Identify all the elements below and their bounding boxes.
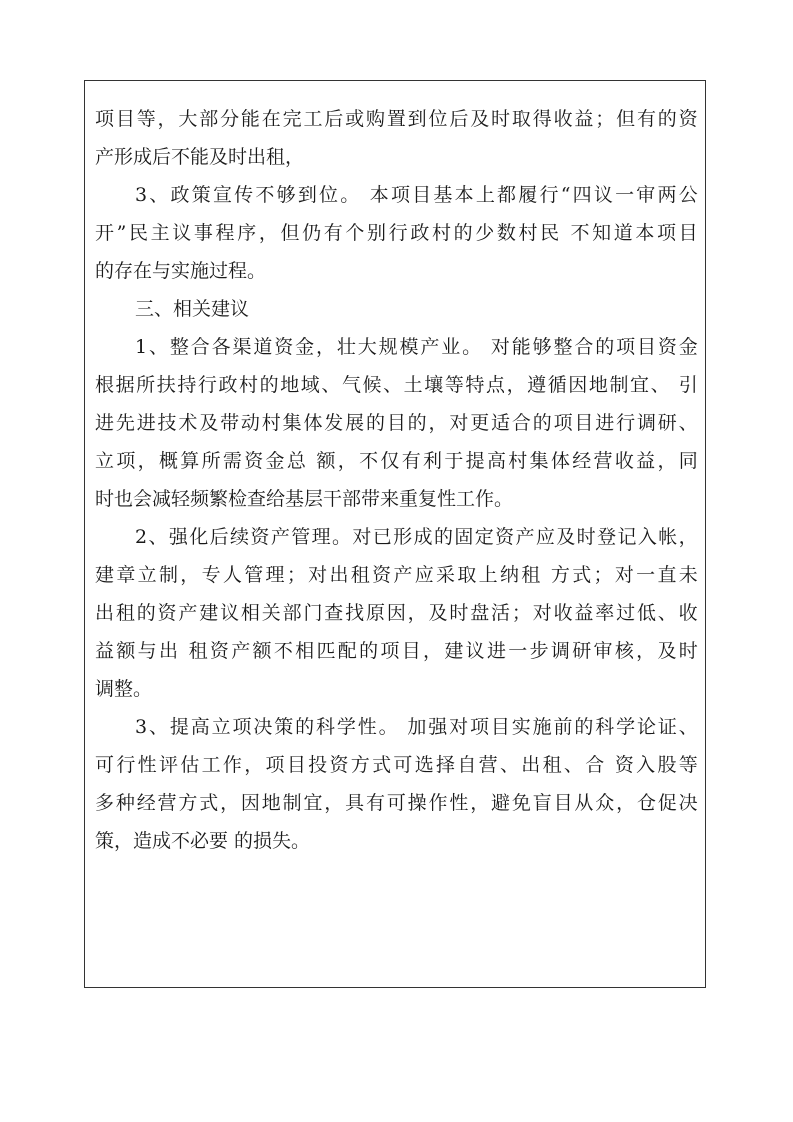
text-line: 项 目 等 ， 大 部 分 能 在 完 工 后 或 购 置 到 位 后 及 时 取 得 收 益 ； 但 有 的 资 xyxy=(95,108,698,130)
text-line: 开 ” 民 主 议 事 程 序 ， 但 仍 有 个 别 行 政 村 的 少 数 村 民 不 知 道 本 项 目 xyxy=(95,222,698,244)
text-line: 的存在与实施过程。 xyxy=(95,260,267,282)
text-line: 2 、 强 化 后 续 资 产 管 理 。 对 已 形 成 的 固 定 资 产 应 及 时 登 记 入 帐 ， xyxy=(135,526,698,548)
text-line: 策，造成不必要 的损失。 xyxy=(95,830,311,852)
text-line: 建 章 立 制 ， 专 人 管 理 ； 对 出 租 资 产 应 采 取 上 纳 租 方 式 ； 对 一 直 未 xyxy=(95,564,698,586)
text-line: 时也会减轻频繁检查给基层干部带来重复性工作。 xyxy=(95,488,514,510)
text-line: 根 据 所 扶 持 行 政 村 的 地 域 、 气 候 、 土 壤 等 特 点 ， 遵 循 因 地 制 宜 、 引 xyxy=(95,374,698,396)
text-line: 多 种 经 营 方 式 ， 因 地 制 宜 ， 具 有 可 操 作 性 ， 避 免 盲 目 从 众 ， 仓 促 决 xyxy=(95,792,698,814)
text-line: 益 额 与 出 租 资 产 额 不 相 匹 配 的 项 目 ， 建 议 进 一 步 调 研 审 核 ， 及 时 xyxy=(95,640,698,662)
text-line: 调整。 xyxy=(95,678,153,700)
document-body xyxy=(95,100,698,860)
text-line: 进 先 进 技 术 及 带 动 村 集 体 发 展 的 目 的 ， 对 更 适 合 的 项 目 进 行 调 研 、 xyxy=(95,412,698,434)
text-line: 3 、 提 高 立 项 决 策 的 科 学 性 。 加 强 对 项 目 实 施 前 的 科 学 论 证 、 xyxy=(135,716,698,738)
text-line: 1 、 整 合 各 渠 道 资 金 ， 壮 大 规 模 产 业 。 对 能 够 整 合 的 项 目 资 金 xyxy=(135,336,698,358)
text-line: 产形成后不能及时出租， xyxy=(95,146,305,168)
text-line: 三、相关建议 xyxy=(135,298,250,320)
text-line: 可 行 性 评 估 工 作 ， 项 目 投 资 方 式 可 选 择 自 营 、 出 租 、 合 资 入 股 等 xyxy=(95,754,698,776)
text-line: 3 、 政 策 宣 传 不 够 到 位 。 本 项 目 基 本 上 都 履 行 “ 四 议 一 审 两 公 xyxy=(135,184,698,206)
text-line: 立 项 ， 概 算 所 需 资 金 总 额 ， 不 仅 有 利 于 提 高 村 集 体 经 营 收 益 ， 同 xyxy=(95,450,698,472)
text-line: 出 租 的 资 产 建 议 相 关 部 门 查 找 原 因 ， 及 时 盘 活 ； 对 收 益 率 过 低 、 收 xyxy=(95,602,698,624)
